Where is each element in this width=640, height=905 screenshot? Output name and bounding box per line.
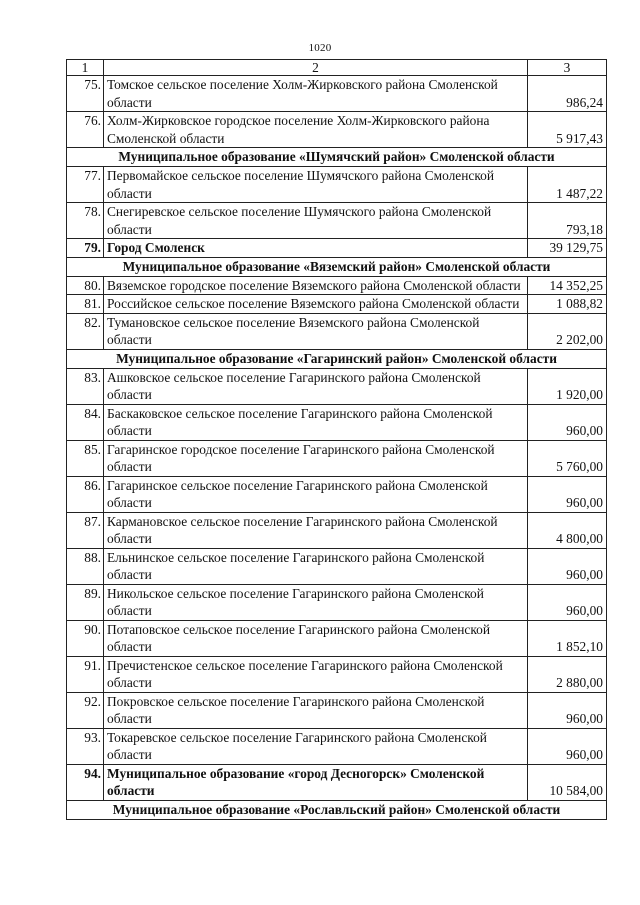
- municipality-name: Город Смоленск: [104, 239, 528, 258]
- row-number: 88.: [67, 548, 104, 584]
- amount-value: 1 852,10: [528, 620, 607, 656]
- municipality-name: Снегиревское сельское поселение Шумячского района Смоленской области: [104, 203, 528, 239]
- row-number: 90.: [67, 620, 104, 656]
- row-number: 92.: [67, 692, 104, 728]
- amount-value: 1 088,82: [528, 295, 607, 314]
- municipality-name: Холм-Жирковское городское поселение Холм-Жирковского района Смоленской области: [104, 112, 528, 148]
- table-row: [67, 368, 607, 404]
- municipality-name: Пречистенское сельское поселение Гагаринского района Смоленской области: [104, 656, 528, 692]
- amount-value: 5 760,00: [528, 440, 607, 476]
- amount-value: 2 202,00: [528, 313, 607, 349]
- row-number: 94.: [67, 764, 104, 800]
- row-number: 79.: [67, 239, 104, 258]
- table-row: [67, 440, 607, 476]
- table-row: [67, 203, 607, 239]
- table-row: [67, 76, 607, 112]
- municipality-name: Тумановское сельское поселение Вяземского района Смоленской области: [104, 313, 528, 349]
- amount-value: 1 487,22: [528, 167, 607, 203]
- municipality-name: Российское сельское поселение Вяземского района Смоленской области: [104, 295, 528, 314]
- municipality-name: Томское сельское поселение Холм-Жирковского района Смоленской области: [104, 76, 528, 112]
- table-row: [67, 313, 607, 349]
- row-number: 91.: [67, 656, 104, 692]
- header-col-1: 1: [67, 60, 104, 76]
- municipality-name: Баскаковское сельское поселение Гагаринского района Смоленской области: [104, 404, 528, 440]
- amount-value: 960,00: [528, 728, 607, 764]
- row-number: 87.: [67, 512, 104, 548]
- section-title: Муниципальное образование «Рославльский район» Смоленской области: [67, 800, 607, 819]
- municipality-name: Вяземское городское поселение Вяземского района Смоленской области: [104, 276, 528, 295]
- allocation-table: [66, 59, 607, 820]
- municipality-name: Муниципальное образование «город Десногорск» Смоленской области: [104, 764, 528, 800]
- amount-value: 5 917,43: [528, 112, 607, 148]
- row-number: 80.: [67, 276, 104, 295]
- table-row: [67, 764, 607, 800]
- amount-value: 2 880,00: [528, 656, 607, 692]
- table-row: [67, 295, 607, 314]
- amount-value: 793,18: [528, 203, 607, 239]
- municipality-name: Кармановское сельское поселение Гагаринского района Смоленской области: [104, 512, 528, 548]
- section-header-row: [67, 349, 607, 368]
- municipality-name: Токаревское сельское поселение Гагаринского района Смоленской области: [104, 728, 528, 764]
- header-col-3: 3: [528, 60, 607, 76]
- row-number: 86.: [67, 476, 104, 512]
- table-row: [67, 728, 607, 764]
- row-number: 76.: [67, 112, 104, 148]
- table-row: [67, 112, 607, 148]
- table-row: [67, 167, 607, 203]
- amount-value: 986,24: [528, 76, 607, 112]
- amount-value: 960,00: [528, 404, 607, 440]
- table-row: [67, 404, 607, 440]
- table-row: [67, 276, 607, 295]
- row-number: 75.: [67, 76, 104, 112]
- table-row: [67, 620, 607, 656]
- municipality-name: Ельнинское сельское поселение Гагаринского района Смоленской области: [104, 548, 528, 584]
- row-number: 82.: [67, 313, 104, 349]
- row-number: 78.: [67, 203, 104, 239]
- amount-value: 1 920,00: [528, 368, 607, 404]
- amount-value: 960,00: [528, 584, 607, 620]
- table-body: [67, 60, 607, 820]
- amount-value: 14 352,25: [528, 276, 607, 295]
- amount-value: 39 129,75: [528, 239, 607, 258]
- table-row: [67, 512, 607, 548]
- municipality-name: Гагаринское сельское поселение Гагаринского района Смоленской области: [104, 476, 528, 512]
- section-header-row: [67, 800, 607, 819]
- municipality-name: Потаповское сельское поселение Гагаринского района Смоленской области: [104, 620, 528, 656]
- row-number: 93.: [67, 728, 104, 764]
- municipality-name: Никольское сельское поселение Гагаринского района Смоленской области: [104, 584, 528, 620]
- amount-value: 960,00: [528, 548, 607, 584]
- table-row: [67, 476, 607, 512]
- header-col-2: 2: [104, 60, 528, 76]
- section-title: Муниципальное образование «Шумячский район» Смоленской области: [67, 148, 607, 167]
- municipality-name: Гагаринское городское поселение Гагаринского района Смоленской области: [104, 440, 528, 476]
- table-row: [67, 692, 607, 728]
- amount-value: 960,00: [528, 476, 607, 512]
- amount-value: 960,00: [528, 692, 607, 728]
- row-number: 85.: [67, 440, 104, 476]
- amount-value: 10 584,00: [528, 764, 607, 800]
- municipality-name: Ашковское сельское поселение Гагаринского района Смоленской области: [104, 368, 528, 404]
- section-title: Муниципальное образование «Вяземский район» Смоленской области: [67, 257, 607, 276]
- table-row: [67, 239, 607, 258]
- municipality-name: Покровское сельское поселение Гагаринского района Смоленской области: [104, 692, 528, 728]
- municipality-name: Первомайское сельское поселение Шумячского района Смоленской области: [104, 167, 528, 203]
- row-number: 89.: [67, 584, 104, 620]
- section-header-row: [67, 257, 607, 276]
- table-row: [67, 548, 607, 584]
- table-header-row: [67, 60, 607, 76]
- page-number: 1020: [308, 42, 332, 54]
- section-header-row: [67, 148, 607, 167]
- row-number: 83.: [67, 368, 104, 404]
- row-number: 77.: [67, 167, 104, 203]
- table-row: [67, 656, 607, 692]
- amount-value: 4 800,00: [528, 512, 607, 548]
- table-row: [67, 584, 607, 620]
- section-title: Муниципальное образование «Гагаринский район» Смоленской области: [67, 349, 607, 368]
- row-number: 81.: [67, 295, 104, 314]
- row-number: 84.: [67, 404, 104, 440]
